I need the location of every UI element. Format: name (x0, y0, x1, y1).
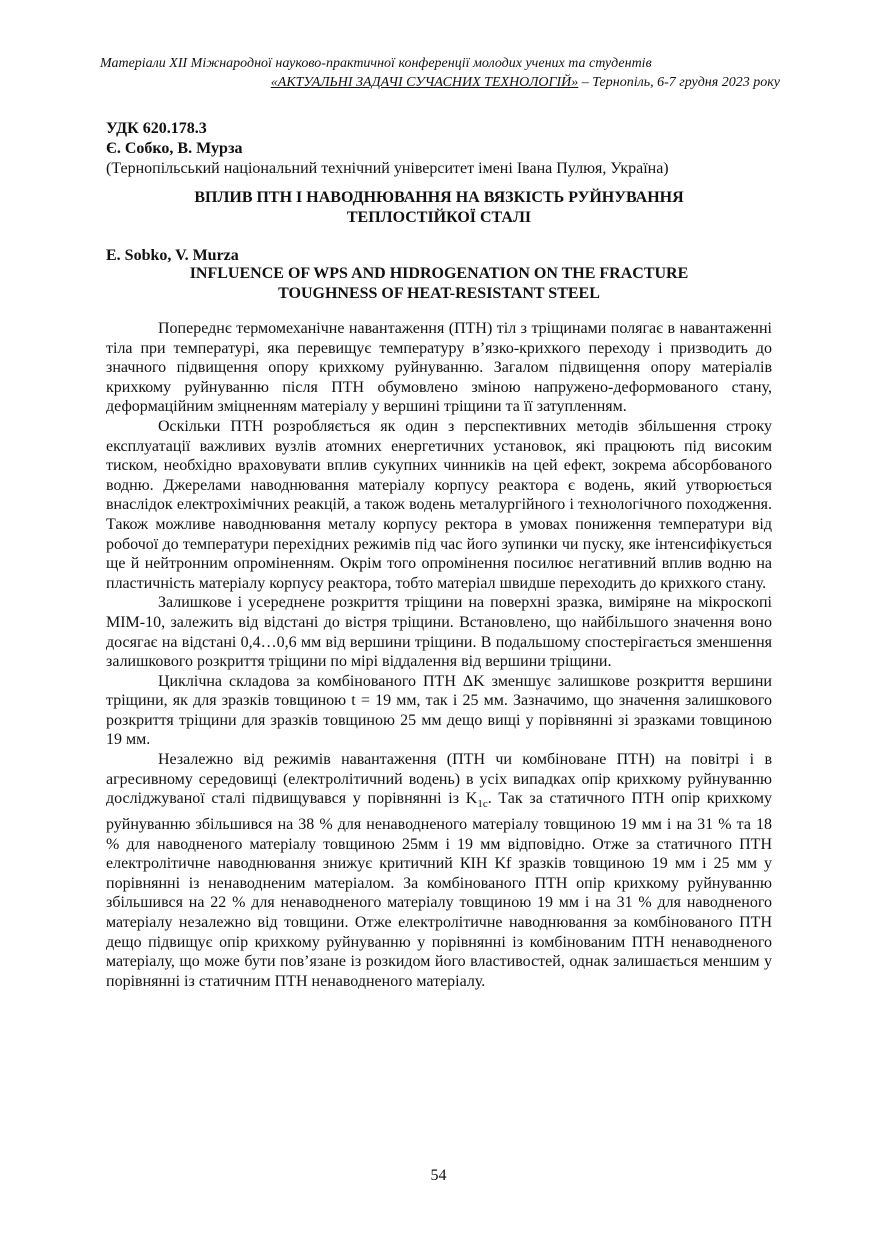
body-paragraph-5 (106, 750, 772, 991)
affiliation: (Тернопільський національний технічний університет імені Івана Пулюя, Україна) (106, 160, 669, 177)
body-paragraph-3: Залишкове і усереднене розкриття тріщини на поверхні зразка, виміряне на мікроскопі МІМ-10, залежить від відстані до вістря тріщини. Встановлено, що найбільшого значення воно досягає на відстані 0,4…0,6 мм від вершини тріщини. В подальшому спостерігається зменшення залишкового розкриття тріщини по мірі віддалення від вершини тріщини. (106, 594, 772, 671)
body-paragraph-2: Оскільки ПТН розробляється як один з перспективних методів збільшення строку експлуатації важливих вузлів атомних енергетичних установок, які працюють під високим тиском, необхідно враховувати вплив сукупних чинників на цей ефект, зокрема абсорбованого водню. Джерелами наводнювання матеріалу корпусу реактора є водень, який утворюється внаслідок електрохімічних реакцій, а також водень металургійного і технологічного походження. Також можливе наводнювання металу корпусу ректора в умовах пониження температури від робочої до температури перехідних режимів під час його зупинки чи пуску, яке інтенсифікується ще й нейтронним опроміненням. Окрім того опромінення посилює негативний вплив водню на пластичність матеріалу корпусу реактора, тобто матеріал швидше переходить до крихкого стану. (106, 417, 772, 592)
page-number: 54 (430, 1167, 447, 1184)
authors-ua: Є. Собко, В. Мурза (106, 140, 243, 157)
udk-code: УДК 620.178.3 (106, 120, 207, 137)
title-en-line1: INFLUENCE OF WPS AND HIDROGENATION ON THE FRACTURE (189, 265, 689, 282)
running-header-line2 (100, 73, 780, 92)
k1c-subscript: 1c (477, 798, 488, 811)
p5-text-b: . Так за статичного ПТН опір крихкому руйнуванню збільшився на 38 % для ненаводненого матеріалу товщиною 19 мм і на 31 % та 18 % для наводненого матеріалу товщиною 25мм і 19 мм відповідно. Отже за статичного ПТН електролітичне наводнювання знижує критичний КІН Kf зразків товщиною 19 мм і 25 мм у порівнянні із ненаводненим матеріалом. За комбінованого ПТН опір крихкому руйнуванню збільшився на 22 % для ненаводненого матеріалу товщиною 19 мм і на 31 % для наводненого матеріалу незалежно від товщини. Отже електролітичне наводнювання за комбінованого ПТН дещо підвищує опір крихкому руйнуванню у порівнянні із комбінованим ПТН ненаводненого матеріалу, що може бути пов’язане із розкидом його властивостей, однак залишається меншим у порівнянні із статичним ПТН ненаводненого матеріалу. (106, 790, 772, 990)
body-paragraph-1: Попереднє термомеханічне навантаження (ПТН) тіл з тріщинами полягає в навантаженні тіла при температурі, яка перевищує температуру в’язко-крихкого переходу і призводить до значного підвищення опору крихкому руйнуванню. Загалом підвищення опору матеріалів крихкому руйнуванню після ПТН обумовлено зміною напружено-деформованого стану, деформаційним зміцненням матеріалу у вершині тріщини та її затупленням. (106, 320, 772, 416)
running-header-line1: Матеріали XII Міжнародної науково-практичної конференції молодих учених та студентів (100, 56, 652, 71)
article-body (106, 319, 772, 991)
title-ua-line2: ТЕПЛОСТІЙКОЇ СТАЛІ (346, 209, 532, 226)
body-paragraph-4: Циклічна складова за комбінованого ПТН ΔK зменшує залишкове розкриття вершини тріщини, як для зразків товщиною t = 19 мм, так і 25 мм. Зазначимо, що значення залишкового розкриття тріщини для зразків товщиною 25 мм дещо вищі у порівнянні зі зразками товщиною 19 мм. (106, 672, 772, 749)
conference-name: «АКТУАЛЬНІ ЗАДАЧІ СУЧАСНИХ ТЕХНОЛОГІЙ» (270, 75, 579, 90)
conference-place-date: – Тернопіль, 6-7 грудня 2023 року (578, 75, 780, 90)
title-ua-line1: ВПЛИВ ПТН І НАВОДНЮВАННЯ НА ВЯЗКІСТЬ РУЙНУВАННЯ (194, 189, 684, 206)
p5-text-a: Незалежно від режимів навантаження (ПТН чи комбіноване ПТН) на повітрі і в агресивному середовищі (електролітичний водень) в усіх випадках опір крихкому руйнуванню досліджуваної сталі підвищувався у порівнянні із K (106, 751, 772, 808)
authors-en: E. Sobko, V. Murza (106, 247, 239, 264)
title-en-line2: TOUGHNESS OF HEAT-RESISTANT STEEL (278, 285, 600, 302)
